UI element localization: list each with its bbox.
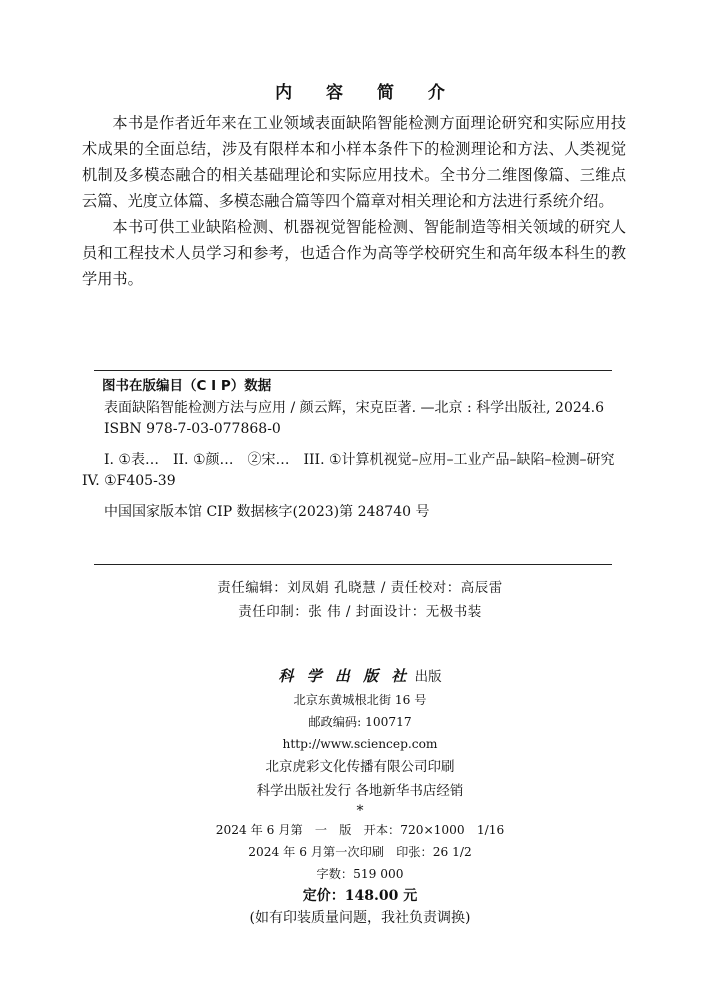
publisher-address: 北京东黄城根北街 16 号 xyxy=(293,693,427,707)
intro-paragraph-1: 本书是作者近年来在工业领域表面缺陷智能检测方面理论研究和实际应用技术成果的全面总结，涉及有限样本和小样本条件下的检测理论和方法、人类视觉机制及多模态融合的相关基础理论和实际应用技术。全书分二维图像篇、三维点云篇、光度立体篇、多模态融合篇等四个篇章对相关理论和方法进行系统介绍。 xyxy=(82,114,626,210)
credits-editors: 责任编辑：刘凤娟 孔晓慧 / 责任校对：高辰雷 xyxy=(217,580,503,596)
cip-number: 中国国家版本馆 CIP 数据核字(2023)第 248740 号 xyxy=(104,504,430,520)
cip-top-divider xyxy=(94,370,612,371)
printer-line: 北京虎彩文化传播有限公司印刷 xyxy=(265,759,455,775)
word-count-line: 字数：519 000 xyxy=(316,867,404,881)
price-line: 定价：148.00 元 xyxy=(302,888,418,904)
publisher-block xyxy=(0,664,720,929)
quality-note: (如有印装质量问题，我社负责调换) xyxy=(249,910,471,926)
publisher-logo: 科 学 出 版 社 xyxy=(278,667,411,685)
publisher-website: http://www.sciencep.com xyxy=(282,737,438,751)
introduction-section xyxy=(82,110,626,292)
cip-block xyxy=(82,376,629,523)
cip-classification: I. ①表… II. ①颜… ②宋… III. ①计算机视觉–应用–工业产品–缺陷–检测–研究 IV. ①F405-39 xyxy=(82,452,629,489)
credits-block xyxy=(0,576,720,624)
distribution-line: 科学出版社发行 各地新华书店经销 xyxy=(256,783,464,799)
publisher-suffix: 出版 xyxy=(414,669,442,685)
intro-paragraph-2: 本书可供工业缺陷检测、机器视觉智能检测、智能制造等相关领域的研究人员和工程技术人员学习和参考，也适合作为高等学校研究生和高年级本科生的教学用书。 xyxy=(82,218,626,288)
printing-line: 2024 年 6 月第一次印刷 印张：26 1/2 xyxy=(248,845,472,859)
cip-isbn: ISBN 978-7-03-077868-0 xyxy=(104,421,281,437)
cip-title: 图书在版编目（C I P）数据 xyxy=(102,378,272,394)
edition-line: 2024 年 6 月第 一 版 开本：720×1000 1/16 xyxy=(215,823,505,837)
credits-production: 责任印制：张 伟 / 封面设计：无极书装 xyxy=(238,604,482,620)
cip-bottom-divider xyxy=(94,564,612,565)
cip-record: 表面缺陷智能检测方法与应用 / 颜云辉，宋克臣著. —北京 : 科学出版社, 2024.6 xyxy=(104,400,605,416)
separator-star: * xyxy=(356,803,364,819)
page-title: 内 容 简 介 xyxy=(275,83,459,103)
publisher-line xyxy=(0,664,720,689)
publisher-postcode: 邮政编码: 100717 xyxy=(308,715,412,729)
